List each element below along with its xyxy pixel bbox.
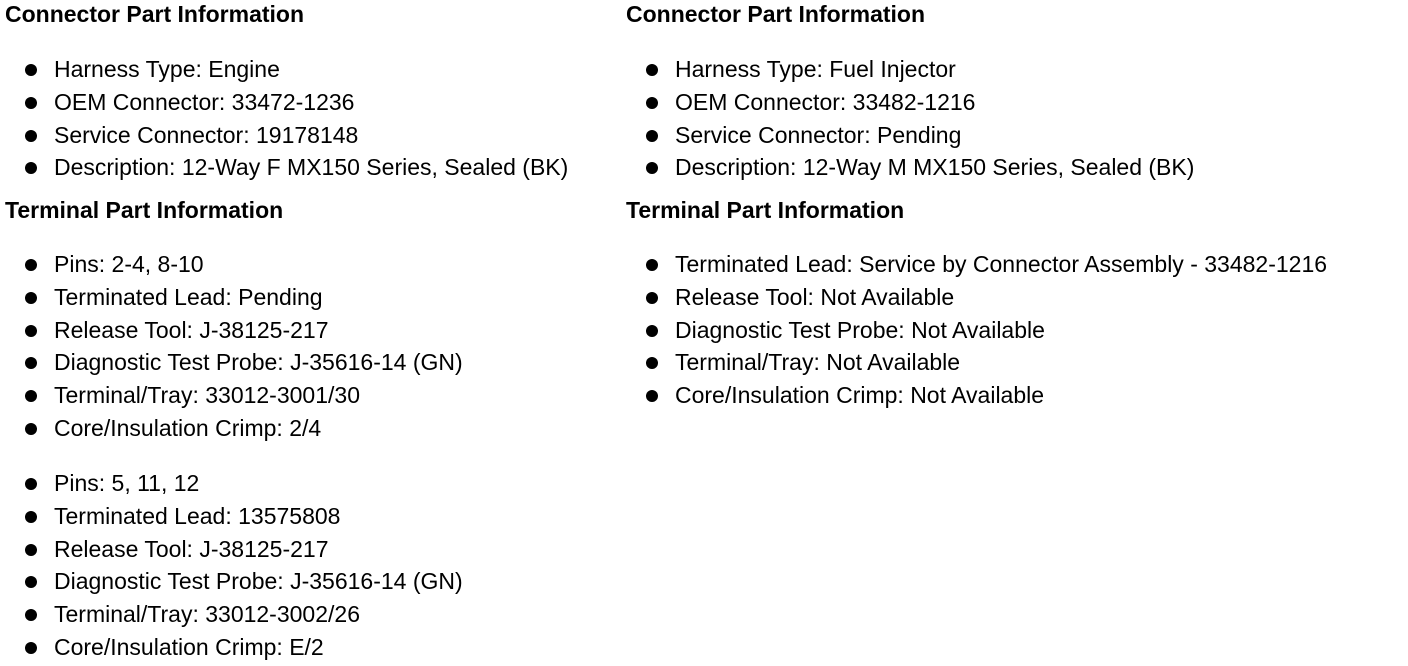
bullet-icon xyxy=(25,130,37,142)
bullet-icon xyxy=(25,325,37,337)
list-item: OEM Connector: 33472-1236 xyxy=(5,86,568,119)
bullet-icon xyxy=(646,390,658,402)
list-item: Terminal/Tray: Not Available xyxy=(626,346,1327,379)
bullet-icon xyxy=(25,292,37,304)
bullet-icon xyxy=(646,64,658,76)
list-item: Description: 12-Way M MX150 Series, Sealed (BK) xyxy=(626,151,1194,184)
bullet-icon xyxy=(646,325,658,337)
bullet-icon xyxy=(646,292,658,304)
right-connector-list xyxy=(626,53,1194,184)
right-connector-heading: Connector Part Information xyxy=(626,1,926,27)
list-item: Service Connector: Pending xyxy=(626,119,1194,152)
list-item: Release Tool: J-38125-217 xyxy=(5,314,463,347)
bullet-icon xyxy=(25,357,37,369)
list-item: Diagnostic Test Probe: J-35616-14 (GN) xyxy=(5,346,463,379)
bullet-icon xyxy=(25,511,37,523)
right-terminal-heading: Terminal Part Information xyxy=(626,197,905,223)
left-connector-heading: Connector Part Information xyxy=(5,1,305,27)
list-item: Harness Type: Engine xyxy=(5,53,568,86)
list-item: OEM Connector: 33482-1216 xyxy=(626,86,1194,119)
list-item: Terminal/Tray: 33012-3002/26 xyxy=(5,598,463,631)
bullet-icon xyxy=(25,162,37,174)
bullet-icon xyxy=(25,642,37,654)
list-item: Service Connector: 19178148 xyxy=(5,119,568,152)
bullet-icon xyxy=(25,423,37,435)
list-item: Terminated Lead: Pending xyxy=(5,281,463,314)
bullet-icon xyxy=(646,357,658,369)
list-item: Core/Insulation Crimp: E/2 xyxy=(5,631,463,664)
list-item: Terminated Lead: 13575808 xyxy=(5,500,463,533)
left-terminal-heading: Terminal Part Information xyxy=(5,197,284,223)
list-item: Description: 12-Way F MX150 Series, Sealed (BK) xyxy=(5,151,568,184)
bullet-icon xyxy=(25,544,37,556)
list-item: Diagnostic Test Probe: Not Available xyxy=(626,314,1327,347)
bullet-icon xyxy=(25,97,37,109)
list-item: Pins: 5, 11, 12 xyxy=(5,467,463,500)
bullet-icon xyxy=(646,130,658,142)
list-item: Terminated Lead: Service by Connector Assembly - 33482-1216 xyxy=(626,248,1327,281)
list-item: Diagnostic Test Probe: J-35616-14 (GN) xyxy=(5,565,463,598)
right-terminal-list-1 xyxy=(626,248,1327,412)
bullet-icon xyxy=(25,259,37,271)
list-item: Harness Type: Fuel Injector xyxy=(626,53,1194,86)
list-item: Release Tool: J-38125-217 xyxy=(5,533,463,566)
bullet-icon xyxy=(25,390,37,402)
bullet-icon xyxy=(25,478,37,490)
list-item: Terminal/Tray: 33012-3001/30 xyxy=(5,379,463,412)
bullet-icon xyxy=(646,259,658,271)
bullet-icon xyxy=(646,97,658,109)
bullet-icon xyxy=(25,609,37,621)
list-item: Release Tool: Not Available xyxy=(626,281,1327,314)
left-terminal-list-2 xyxy=(5,467,463,664)
left-terminal-list-1 xyxy=(5,248,463,445)
bullet-icon xyxy=(25,64,37,76)
list-item: Pins: 2-4, 8-10 xyxy=(5,248,463,281)
left-connector-list xyxy=(5,53,568,184)
list-item: Core/Insulation Crimp: Not Available xyxy=(626,379,1327,412)
list-item: Core/Insulation Crimp: 2/4 xyxy=(5,412,463,445)
bullet-icon xyxy=(646,162,658,174)
bullet-icon xyxy=(25,576,37,588)
